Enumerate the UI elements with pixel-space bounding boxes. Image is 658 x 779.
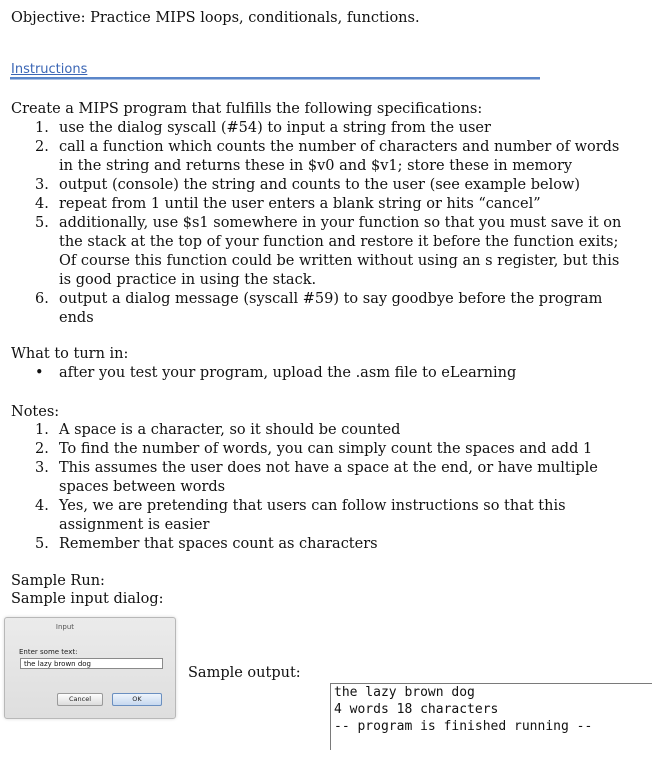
list-item-line: additionally, use $s1 somewhere in your function so that you must save it on <box>59 215 622 231</box>
list-number: 2. <box>35 441 49 457</box>
list-item <box>11 290 621 328</box>
list-item-line: Of course this function could be written without using an s register, but this <box>59 253 620 269</box>
list-number: 2. <box>35 139 49 155</box>
sample-input-dialog-label: Sample input dialog: <box>11 591 164 607</box>
console-output <box>330 683 652 750</box>
list-item-line: spaces between words <box>59 479 226 495</box>
list-item <box>11 214 621 290</box>
list-item <box>11 119 621 138</box>
turn-in-heading: What to turn in: <box>11 346 129 362</box>
list-number: 5. <box>35 536 49 552</box>
list-item-line: A space is a character, so it should be counted <box>59 422 401 438</box>
ok-button[interactable]: OK <box>112 693 162 706</box>
notes-heading: Notes: <box>11 404 60 420</box>
list-number: 4. <box>35 196 49 212</box>
sample-run-label: Sample Run: <box>11 573 105 589</box>
list-number: 4. <box>35 498 49 514</box>
specs-list <box>11 119 621 328</box>
list-number: 3. <box>35 460 49 476</box>
list-item <box>11 459 598 497</box>
dialog-title: Input <box>55 623 75 631</box>
list-item-line: is good practice in using the stack. <box>59 272 317 288</box>
sample-output-label: Sample output: <box>188 665 301 681</box>
intro-text: Create a MIPS program that fulfills the following specifications: <box>11 101 483 117</box>
input-dialog <box>4 617 176 719</box>
list-item-line: Yes, we are pretending that users can follow instructions so that this <box>59 498 566 514</box>
list-item-line: in the string and returns these in $v0 and $v1; store these in memory <box>59 158 573 174</box>
list-item-line: This assumes the user does not have a space at the end, or have multiple <box>59 460 598 476</box>
cancel-button[interactable]: Cancel <box>57 693 103 706</box>
list-item <box>11 364 516 383</box>
console-line: 4 words 18 characters <box>334 702 499 717</box>
list-item-line: assignment is easier <box>59 517 210 533</box>
list-item-line: output (console) the string and counts to the user (see example below) <box>59 177 581 193</box>
list-number: 1. <box>35 120 49 136</box>
list-item <box>11 176 621 195</box>
list-item <box>11 497 598 535</box>
instructions-heading: Instructions <box>11 62 88 77</box>
list-item <box>11 138 621 176</box>
bullet-icon: • <box>35 365 44 381</box>
list-number: 6. <box>35 291 49 307</box>
list-item-line: after you test your program, upload the .asm file to eLearning <box>59 365 517 381</box>
console-line: -- program is finished running -- <box>334 719 593 734</box>
notes-list <box>11 421 598 554</box>
objective: Objective: Practice MIPS loops, conditionals, functions. <box>11 10 420 26</box>
list-item-line: output a dialog message (syscall #59) to say goodbye before the program <box>59 291 603 307</box>
list-item-line: repeat from 1 until the user enters a blank string or hits “cancel” <box>59 196 541 212</box>
list-number: 1. <box>35 422 49 438</box>
list-item <box>11 440 598 459</box>
list-number: 3. <box>35 177 49 193</box>
console-line: the lazy brown dog <box>334 685 475 700</box>
list-number: 5. <box>35 215 49 231</box>
list-item-line: To find the number of words, you can simply count the spaces and add 1 <box>59 441 593 457</box>
list-item-line: use the dialog syscall (#54) to input a string from the user <box>59 120 491 136</box>
list-item-line: call a function which counts the number of characters and number of words <box>59 139 620 155</box>
list-item <box>11 421 598 440</box>
list-item-line: Remember that spaces count as characters <box>59 536 378 552</box>
turn-in-list <box>11 364 516 383</box>
list-item <box>11 195 621 214</box>
dialog-prompt: Enter some text: <box>19 648 78 656</box>
heading-rule <box>10 77 540 80</box>
list-item-line: ends <box>59 310 94 326</box>
dialog-text-input[interactable]: the lazy brown dog <box>20 658 163 669</box>
list-item <box>11 535 598 554</box>
list-item-line: the stack at the top of your function and restore it before the function exits; <box>59 234 619 250</box>
